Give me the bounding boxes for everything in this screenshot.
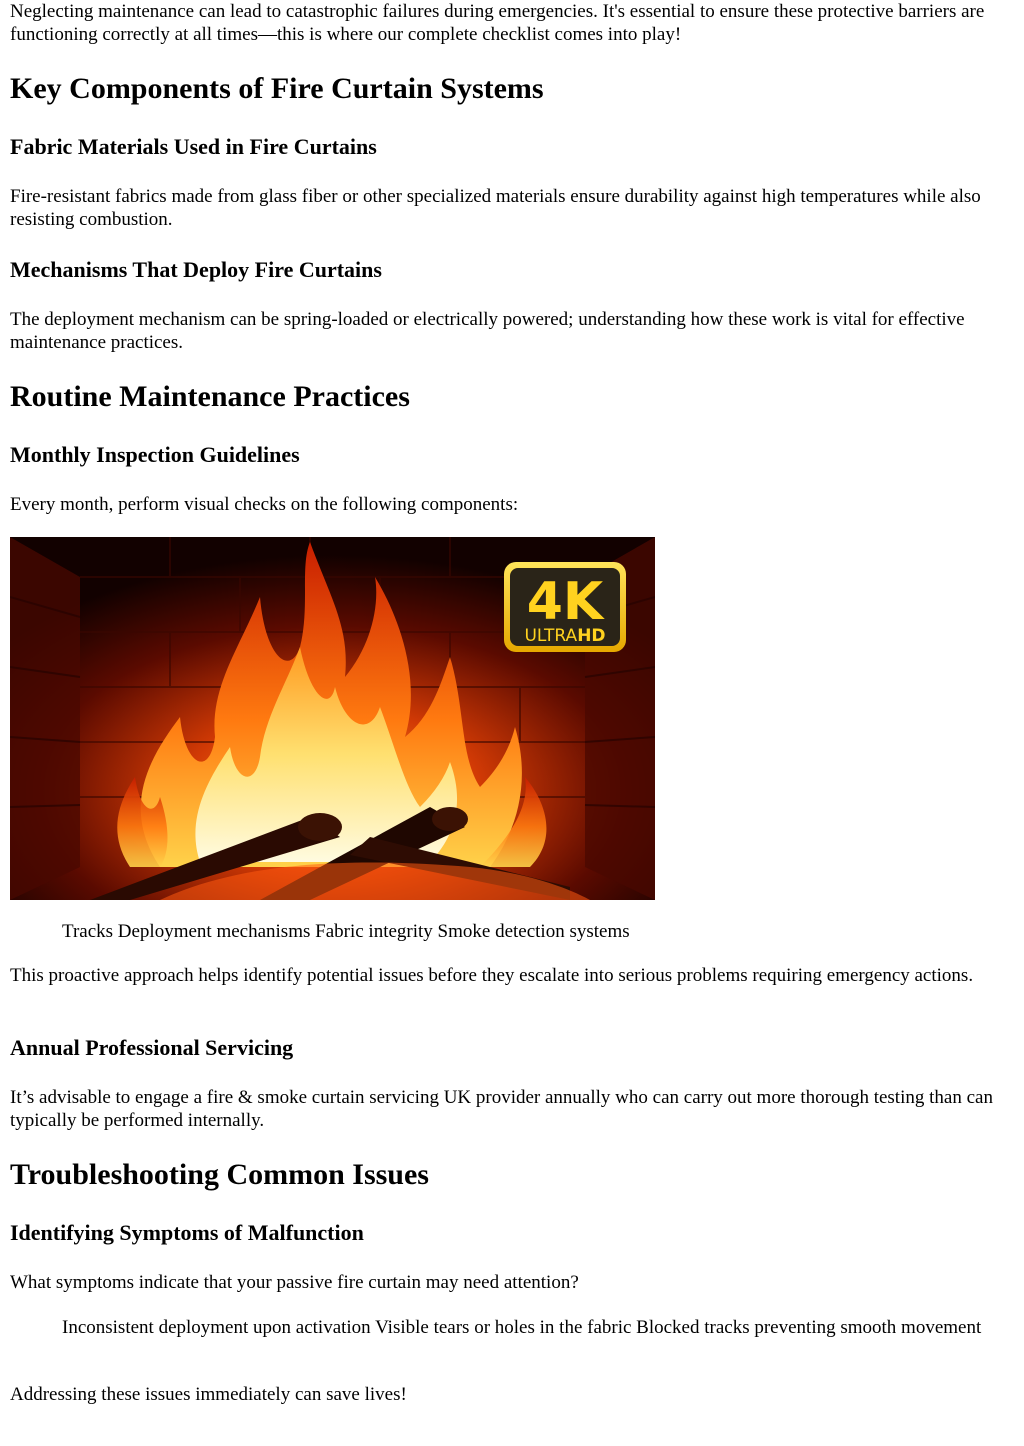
symptoms-checklist: Inconsistent deployment upon activation Visible tears or holes in the fabric Blocked tracks preventing smooth movement bbox=[62, 1317, 982, 1338]
heading-troubleshooting: Troubleshooting Common Issues bbox=[10, 1158, 429, 1191]
annual-paragraph: It’s advisable to engage a fire & smoke curtain servicing UK provider annually who can carry out more thorough testing than can typically be performed internally. bbox=[10, 1087, 993, 1131]
heading-routine-maintenance: Routine Maintenance Practices bbox=[10, 380, 410, 413]
4k-ultra-hd-badge bbox=[504, 562, 626, 652]
heading-identifying-symptoms: Identifying Symptoms of Malfunction bbox=[10, 1220, 364, 1245]
badge-sub-label: ULTRAHD bbox=[524, 626, 606, 646]
heading-mechanisms: Mechanisms That Deploy Fire Curtains bbox=[10, 257, 382, 282]
fabric-paragraph: Fire-resistant fabrics made from glass fiber or other specialized materials ensure durability against high temperatures while also resisting combustion. bbox=[10, 186, 981, 230]
monthly-checklist: Tracks Deployment mechanisms Fabric integrity Smoke detection systems bbox=[62, 921, 630, 942]
heading-monthly-inspection: Monthly Inspection Guidelines bbox=[10, 442, 300, 467]
intro-paragraph: Neglecting maintenance can lead to catastrophic failures during emergencies. It's essential to ensure these protective barriers are functioning correctly at all times—this is where our complete checklist comes into play! bbox=[10, 1, 985, 45]
badge-main-label: 4K bbox=[526, 572, 604, 632]
symptoms-after-paragraph: Addressing these issues immediately can save lives! bbox=[10, 1384, 407, 1405]
fireplace-image bbox=[10, 537, 655, 900]
heading-key-components: Key Components of Fire Curtain Systems bbox=[10, 72, 544, 105]
heading-annual-servicing: Annual Professional Servicing bbox=[10, 1035, 294, 1060]
symptoms-paragraph: What symptoms indicate that your passive fire curtain may need attention? bbox=[10, 1272, 579, 1293]
monthly-paragraph: Every month, perform visual checks on the following components: bbox=[10, 494, 519, 515]
heading-fabric-materials: Fabric Materials Used in Fire Curtains bbox=[10, 134, 377, 159]
mechanisms-paragraph: The deployment mechanism can be spring-loaded or electrically powered; understanding how these work is vital for effective maintenance practices. bbox=[10, 309, 965, 353]
monthly-after-paragraph: This proactive approach helps identify potential issues before they escalate into serious problems requiring emergency actions. bbox=[10, 965, 974, 986]
